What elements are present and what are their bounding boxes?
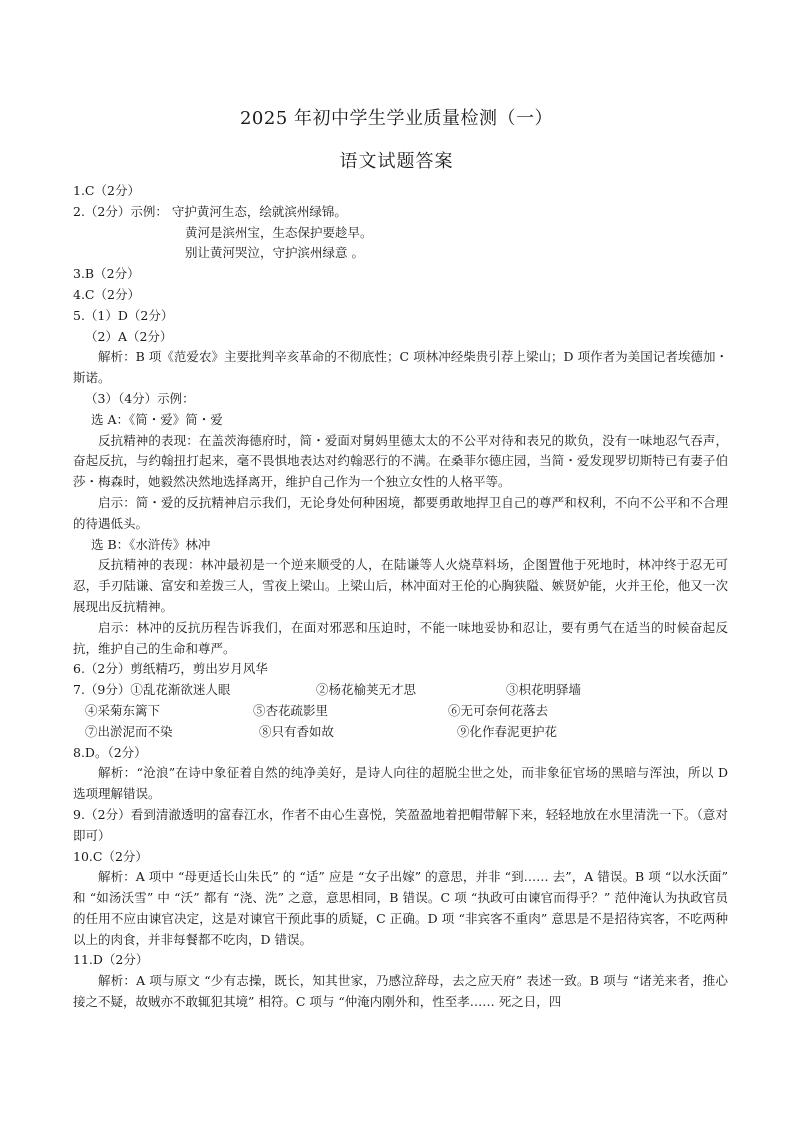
answer-q7-item: ⑦出淤泥而不染: [85, 723, 173, 739]
answer-q5-line3: （3）（4分）示例：: [85, 390, 195, 406]
answer-q1: 1.C（2分）: [73, 183, 140, 198]
answer-q7-item: ⑤杏花疏影里: [253, 702, 329, 718]
answer-q7-item: ③枳花明驿墙: [506, 682, 582, 698]
answer-q7-head-and-item1: [73, 680, 316, 701]
answer-q7-item: ②杨花榆荚无才思: [316, 682, 417, 698]
answer-q9: 9.（2分）看到清澈透明的富春江水，作者不由心生喜悦，笑盈盈地着把帽带解下来，轻轻地放在水里清洗一下。（意对即可）: [73, 806, 728, 843]
answer-q11-head: 11.D（2分）: [73, 952, 149, 968]
answer-q11-analysis: 解析：A 项与原文 “少有志操，既长，知其世家，乃感泣辞母，去之应天府” 表述一致。B 项与 “诸羌来者，推心接之不疑，故贼亦不敢辄犯其境” 相符。C 项与 “仲淹内刚外和，性至孝…… 死之日，四: [73, 973, 728, 1010]
answer-q2-line3: 别让黄河哭泣，守护滨州绿意 。: [185, 245, 364, 261]
answer-q10-analysis: 解析：A 项中 “母更适长山朱氏” 的 “适” 应是 “女子出嫁” 的意思，并非 “到…… 去”，A 错误。B 项 “以水沃面” 和 “如汤沃雪” 中 “沃” 都有 “浇、洗” 之意，意思相同，B 错误。C 项 “执政可由谏官而得乎？” 范仲淹认为执政官员的任用不应由谏官决定，这是对谏官干预此事的质疑，C 正确。D 项 “非宾客不重肉” 意思是不是招待宾客，不吃两种以上的肉食，并非每餐都不吃肉，D 错误。: [73, 869, 728, 947]
answer-q7-item: ④采菊东篱下: [85, 702, 161, 718]
answer-q6: 6.（2分）剪纸精巧，剪出岁月风华: [73, 661, 268, 677]
answer-q7-row2: [73, 701, 728, 722]
answer-q5-option-a-spirit: 反抗精神的表现：在盖茨海德府时，简・爱面对舅妈里德太太的不公平对待和表兄的欺负，没有一味地忍气吞声，奋起反抗，与约翰扭打起来，毫不畏惧地表达对约翰恶行的不满。在桑菲尔德庄园，当简・爱发现罗切斯特已有妻子伯莎・梅森时，她毅然决然地选择离开，维护自己作为一个独立女性的人格平等。: [73, 432, 728, 490]
page-title: 2025 年初中学生学业质量检测（一）: [239, 108, 554, 129]
answer-q8-head: 8.D。（2分）: [73, 744, 147, 760]
answer-q5-line2: （2）A（2分）: [85, 328, 173, 344]
answer-q2-line1: 2.（2分）示例： 守护黄河生态，绘就滨州绿锦。: [73, 203, 347, 219]
answer-q7-item: ⑥无可奈何花落去: [448, 702, 549, 718]
answer-body: [73, 181, 728, 1013]
answer-q7-head: 7.（9分）: [73, 682, 131, 698]
answer-q7-item: ①乱花渐欲迷人眼: [130, 682, 231, 698]
page-subtitle: 语文试题答案: [339, 151, 454, 172]
answer-q5-line1: 5.（1）D（2分）: [73, 307, 174, 323]
answer-q10-head: 10.C（2分）: [73, 848, 148, 864]
answer-q5-option-b-title: 选 B：《水浒传》林冲: [91, 536, 211, 552]
answer-q7-row1: [73, 680, 728, 701]
answer-q3: 3.B（2分）: [73, 266, 140, 282]
answer-q4: 4.C（2分）: [73, 286, 140, 302]
answer-q7-item: ⑧只有香如故: [259, 723, 335, 739]
answer-q5-option-b-insight: 启示：林冲的反抗历程告诉我们，在面对邪恶和压迫时，不能一味地妥协和忍让，要有勇气在适当的时候奋起反抗，维护自己的生命和尊严。: [73, 619, 728, 656]
answer-q7-row3: [73, 722, 728, 743]
answer-q7-item: ⑨化作春泥更护花: [457, 723, 558, 739]
answer-q5-analysis: 解析：B 项《范爱农》主要批判辛亥革命的不彻底性；C 项林冲经柴贵引荐上梁山；D 项作者为美国记者埃德加・斯诺。: [73, 349, 728, 386]
answer-q8-analysis: 解析：“沧浪”在诗中象征着自然的纯净美好，是诗人向往的超脱尘世之处，而非象征官场的黑暗与浑浊，所以 D 选项理解错误。: [73, 765, 728, 802]
answer-q5-option-b-spirit: 反抗精神的表现：林冲最初是一个逆来顺受的人，在陆谦等人火烧草料场，企图置他于死地时，林冲终于忍无可忍，手刃陆谦、富安和差拨三人，雪夜上梁山。上梁山后，林冲面对王伦的心胸狭隘、嫉贤妒能，火并王伦，他又一次展现出反抗精神。: [73, 557, 728, 614]
answer-q5-option-a-title: 选 A：《简・爱》简・爱: [91, 411, 223, 427]
answer-q2-line2: 黄河是滨州宝，生态保护要趁早。: [185, 224, 373, 240]
answer-q5-option-a-insight: 启示：简・爱的反抗精神启示我们，无论身处何种困境，都要勇敢地捍卫自己的尊严和权利，不向不公平和不合理的待遇低头。: [73, 494, 728, 531]
